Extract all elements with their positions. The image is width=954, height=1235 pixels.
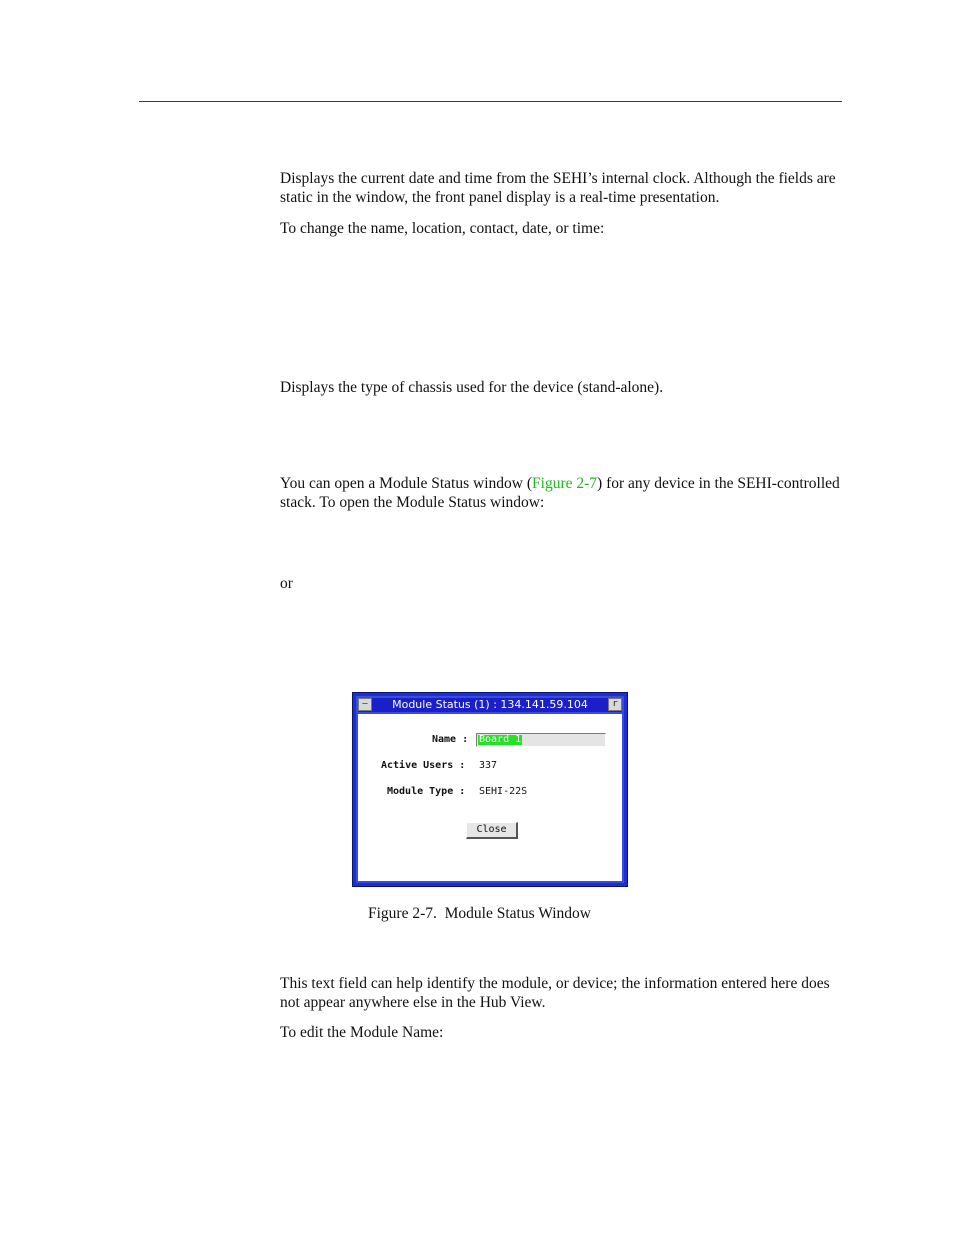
module-type-value: SEHI-22S <box>479 786 528 797</box>
module-name-value: Board 1 <box>479 734 522 745</box>
window-title: Module Status (1) : 134.141.59.104 <box>392 698 588 711</box>
active-users-value: 337 <box>479 760 498 771</box>
paragraph-module-name: This text field can help identify the module, or device; the information entered here does not appear anywhere else in the Hub View. <box>280 975 830 1011</box>
restore-icon[interactable]: r <box>608 698 622 711</box>
header-rule <box>139 101 842 102</box>
figure-link[interactable]: Figure 2-7 <box>532 475 598 492</box>
window-client-area <box>358 714 622 881</box>
window-frame <box>356 696 624 883</box>
paragraph-text: You can open a Module Status window ( <box>280 475 533 492</box>
paragraph-module-status-intro <box>280 474 840 512</box>
paragraph-edit-module-name: To edit the Module Name: <box>280 1024 444 1041</box>
close-button[interactable]: Close <box>466 822 518 839</box>
paragraph-date-time: Displays the current date and time from the SEHI’s internal clock. Although the fields are static in the window, the front panel display is a real-time presentation. <box>280 170 836 206</box>
active-users-label: Active Users : <box>381 760 466 771</box>
title-bar[interactable] <box>358 698 622 712</box>
paragraph-or: or <box>280 575 293 592</box>
figure-caption: Figure 2-7. Module Status Window <box>368 905 591 922</box>
name-label: Name : <box>432 734 469 745</box>
system-menu-icon[interactable]: — <box>358 698 372 711</box>
paragraph-text: ) for any device in the SEHI-controlled stack. To open the Module Status window: <box>280 475 840 511</box>
paragraph-chassis-type: Displays the type of chassis used for the device (stand-alone). <box>280 379 664 396</box>
module-type-label: Module Type : <box>387 786 466 797</box>
module-status-window <box>352 692 628 887</box>
paragraph-change-instructions: To change the name, location, contact, date, or time: <box>280 220 605 237</box>
module-name-input[interactable] <box>476 733 606 747</box>
